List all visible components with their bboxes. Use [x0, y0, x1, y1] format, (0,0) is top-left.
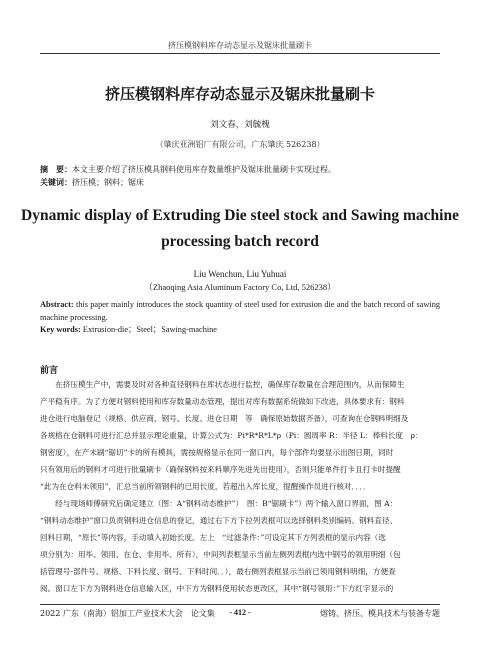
english-title-line-1: Dynamic display of Extruding Die steel stock and Sawing machine: [21, 207, 459, 224]
english-abstract-text: this paper mainly introduces the stock quantity of steel used for extrusion die and the batch record of sawing machine processing.: [40, 300, 440, 322]
running-head: 挤压模钢料库存动态显示及锯床批量刷卡: [168, 41, 312, 50]
section-heading: 前言: [40, 366, 59, 376]
english-keywords: [40, 323, 440, 335]
body-line: 括管理号-部件号、规格、下料长度、钢号、下料时间．．），最右侧列表框显示当前已领用钢料明细，方便查: [40, 567, 396, 576]
chinese-abstract-text: 本文主要介绍了挤压模具钢料使用库存数量维护及锯床批量刷卡实现过程。: [72, 165, 336, 174]
footer-proceedings: 2022 广东（南海）铝加工产业技术大会 论文集: [40, 609, 215, 618]
chinese-keywords: [40, 177, 440, 189]
body-line: “钢料动态维护”窗口负责钢料进仓信息的登记，通过右下方下拉列表框可以选择钢料类别编码、钢料直径、: [40, 516, 398, 525]
english-affiliation: （Zhaoqing Asia Aluminum Factory Co, Ltd, 526238）: [144, 282, 336, 292]
english-authors: Liu Wenchun, Liu Yuhuai: [193, 269, 287, 279]
body-line: 经与现场师傅研究后确定建立（图：A“钢料动态维护”） 图：B“锯刷卡”）两个输入窗口界面，图 A：: [40, 499, 398, 508]
body-line: 产平稳有序。为了方便对钢料使用和库存数量动态管理，提出对库有数据系统做如下改进，具体要求有：钢料: [40, 397, 405, 406]
footer-rule: [40, 604, 440, 605]
english-keywords-label: Key words:: [40, 325, 81, 334]
footer-topic: 熔铸、挤压、模具技术与装备专题: [320, 609, 440, 618]
chinese-keywords-label: 关键词：: [40, 178, 72, 187]
body-line: 阅。窗口左下方为钢料进仓信息输入区，中下方为钢料使用状态更改区，其中“钢号领用：”下方红字显示的: [40, 584, 394, 593]
english-abstract: [40, 298, 440, 324]
page-number: - 412 -: [229, 608, 251, 617]
body-line: 钢密度），在产未刷“锯切”卡的所有模具，需按规格显示在同一窗口内，每个部件均要显示出图日期，同时: [40, 448, 394, 457]
body-line: 进仓进行电脑登记（规格、供应商、钢号、长度、进仓日期 等 确保原始数据齐备），可查询在仓钢料明细及: [40, 414, 409, 423]
body-line: 项分别为：用毕、领用、在仓、非用毕、所有），中间列表框显示当前左侧列表框内选中钢号的领用明细（包: [40, 550, 401, 559]
chinese-abstract-label: 摘 要：: [40, 165, 72, 174]
header-rule: [40, 53, 440, 54]
chinese-keywords-text: 挤压模；钢料；锯床: [72, 178, 144, 187]
body-line: 只有领用后的钢料才可进行批量刷卡（确保钢料按来料顺序先进先出使用），否则只能单件打卡且打卡时提醒: [40, 465, 401, 474]
chinese-authors: 刘文春，刘毓槐: [210, 120, 270, 130]
english-abstract-label: Abstract:: [40, 300, 74, 309]
chinese-title: 挤压模钢料库存动态显示及锯床批量刷卡: [104, 85, 375, 103]
english-title-line-2: processing batch record: [161, 233, 319, 250]
body-line: 回料日期，“原长”等内容，手动填入初始长度。左上 “过滤条件：”可设定其下方列表框的显示内容（选: [40, 533, 386, 542]
chinese-abstract: [40, 164, 440, 176]
chinese-affiliation: （肇庆亚洲铝厂有限公司，广东肇庆 526238）: [155, 140, 325, 149]
english-keywords-text: Extrusion-die；Steel；Sawing-machine: [80, 325, 217, 334]
body-line: “此为在仓料未领用”，汇总当前所领钢料的已用长度，若超出入库长度，提醒操作员进行核对．．．．: [40, 482, 371, 491]
body-line: 在挤压模生产中，需要及时对各种直径钢料在库状态进行监控，确保库存数量在合理范围内，从而保障生: [40, 380, 405, 389]
body-line: 各规格在仓钢料可进行汇总并显示理论重量，计算公式为：Pi*R*R*L*ρ（Pi：圆周率 R：半径 L：棒料长度 ρ：: [40, 431, 423, 440]
